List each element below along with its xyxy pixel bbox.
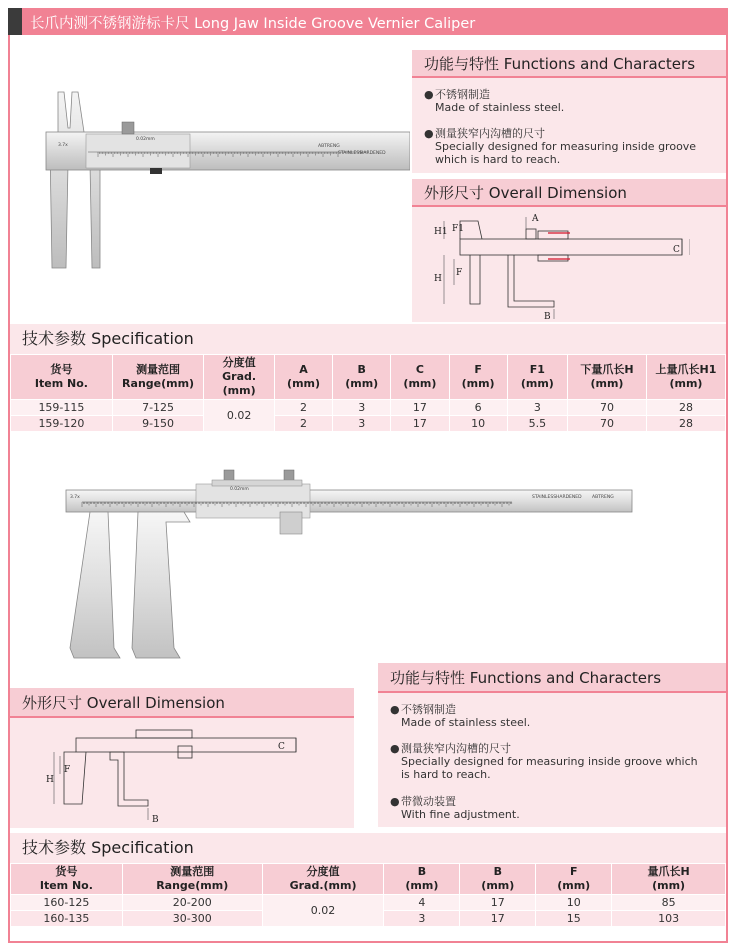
col-cn: 分度值 (306, 865, 340, 878)
dim-label-h: H (434, 274, 442, 284)
col-en: (mm) (405, 879, 439, 892)
title-tab-marker (8, 8, 22, 35)
dim2-label-c: C (278, 742, 285, 752)
col-cn: C (415, 363, 424, 376)
spec-heading-band-2 (10, 833, 726, 863)
col-cn: 测量范围 (136, 363, 181, 376)
col-en: Item No. (39, 879, 93, 892)
caliper-2-hardened: HARDENED (556, 495, 582, 500)
col-en: (mm) (481, 879, 515, 892)
col-cn: B (493, 865, 502, 878)
cell-f1: 5.5 (507, 416, 567, 432)
cell-item: 159-115 (11, 400, 113, 416)
feature-en: Specially designed for measuring inside groove which (401, 755, 698, 768)
feature-2-1 (390, 703, 530, 729)
features-panel-2 (378, 663, 726, 827)
cell-grad: 0.02 (204, 400, 275, 432)
col-cn: 测量范围 (170, 865, 215, 878)
feature-1-2 (424, 127, 696, 166)
col-en: (mm) (557, 879, 591, 892)
cell-f: 10 (449, 416, 507, 432)
col-en: Item No. (34, 377, 88, 390)
feature-2-2 (390, 742, 698, 781)
feature-cn: 带微动装置 (401, 795, 456, 808)
spec-table-2 (10, 863, 726, 927)
table-row (11, 895, 726, 911)
spec-heading-1: 技术参数 Specification (10, 324, 726, 354)
feature-en: With fine adjustment. (401, 808, 520, 821)
col-en: Grad.(mm) (222, 370, 257, 397)
col-cn: B (417, 865, 427, 878)
col-h (612, 864, 726, 895)
bullet-dot: ● (390, 742, 400, 755)
dim-label-b: B (544, 312, 551, 321)
cell-b: 3 (333, 400, 391, 416)
cell-range: 30-300 (122, 911, 262, 927)
col-cn: F1 (529, 363, 545, 376)
spec-heading-band-1 (10, 324, 726, 354)
table-row (11, 416, 726, 432)
col-cn: 货号 (50, 363, 73, 376)
col-en: Range(mm) (122, 377, 195, 390)
col-cn: 货号 (55, 865, 78, 878)
cell-b2: 17 (460, 911, 536, 927)
col-f (449, 355, 507, 400)
col-c (391, 355, 449, 400)
feature-cn: 不锈钢制造 (401, 703, 456, 716)
spec-header-row (11, 864, 726, 895)
caliper-1-mark: ABTRENG (318, 144, 340, 149)
cell-f1: 3 (507, 400, 567, 416)
col-cn: F (569, 865, 578, 878)
feature-2-3 (390, 795, 520, 821)
dim2-label-b: B (152, 815, 159, 825)
col-en: (mm) (287, 377, 321, 390)
col-en: (mm) (461, 377, 495, 390)
dim2-label-h: H (46, 775, 54, 785)
dim-label-a: A (532, 214, 539, 224)
dimension-panel-2 (10, 688, 354, 828)
spec-table-1 (10, 354, 726, 432)
cell-b: 3 (384, 911, 460, 927)
cell-c: 17 (391, 416, 449, 432)
features-heading-1: 功能与特性 Functions and Characters (412, 50, 726, 78)
cell-h1: 28 (646, 416, 725, 432)
col-item (11, 864, 123, 895)
feature-1-1 (424, 88, 564, 114)
dimension-drawing-1 (430, 209, 690, 321)
col-en: (mm) (669, 377, 703, 390)
caliper-image-2 (62, 462, 638, 664)
col-range (112, 355, 203, 400)
spec-header-row (11, 355, 726, 400)
col-en: Grad.(mm) (289, 879, 357, 892)
col-b2 (460, 864, 536, 895)
feature-en: Specially designed for measuring inside groove (435, 140, 697, 153)
cell-f: 15 (536, 911, 612, 927)
dim-label-h1: H1 (434, 227, 448, 237)
col-en: (mm) (403, 377, 437, 390)
col-f1 (507, 355, 567, 400)
feature-cn: 不锈钢制造 (435, 88, 490, 101)
col-cn: B (357, 363, 366, 376)
col-en: (mm) (345, 377, 379, 390)
col-en: (mm) (520, 377, 554, 390)
bullet-dot: ● (424, 127, 434, 140)
cell-f: 6 (449, 400, 507, 416)
dim-label-f: F (456, 268, 463, 278)
dimension-drawing-2 (40, 720, 300, 826)
cell-item: 159-120 (11, 416, 113, 432)
cell-a: 2 (274, 400, 332, 416)
cell-grad: 0.02 (262, 895, 384, 927)
cell-range: 20-200 (122, 895, 262, 911)
caliper-1-brand: 3.7x (58, 143, 68, 148)
caliper-image-1 (38, 88, 410, 272)
title-bar (8, 8, 728, 35)
feature-en: Made of stainless steel. (401, 716, 531, 729)
caliper-1-stainless: STAINLESS (338, 151, 363, 156)
col-en: Range(mm) (156, 879, 229, 892)
caliper-2-scale-label: 0.02mm (230, 487, 249, 492)
feature-cn: 测量狭窄内沟槽的尺寸 (401, 742, 511, 755)
col-item (11, 355, 113, 400)
cell-c: 17 (391, 400, 449, 416)
dim-label-f1: F1 (452, 224, 464, 234)
feature-cn: 测量狭窄内沟槽的尺寸 (435, 127, 545, 140)
cell-b: 3 (333, 416, 391, 432)
feature-en: which is hard to reach. (435, 153, 561, 166)
col-en: (mm) (652, 879, 686, 892)
col-grad (204, 355, 275, 400)
col-b (333, 355, 391, 400)
cell-h: 103 (612, 911, 726, 927)
col-cn: F (474, 363, 482, 376)
bullet-dot: ● (424, 88, 434, 101)
caliper-2-brand: 3.7x (70, 495, 80, 500)
col-f (536, 864, 612, 895)
table-row (11, 400, 726, 416)
col-h (567, 355, 646, 400)
cell-h: 85 (612, 895, 726, 911)
feature-en: is hard to reach. (401, 768, 491, 781)
col-cn: 上量爪长H1 (655, 363, 717, 376)
caliper-1-scale-label: 0.02mm (136, 137, 155, 142)
caliper-2-mark: ABTRENG (592, 495, 614, 500)
dim2-label-f: F (64, 765, 71, 775)
cell-h: 70 (567, 400, 646, 416)
dimension-heading-2: 外形尺寸 Overall Dimension (10, 688, 354, 718)
cell-a: 2 (274, 416, 332, 432)
col-cn: 分度值 (222, 356, 256, 369)
caliper-1-hardened: HARDENED (360, 151, 386, 156)
cell-range: 9-150 (112, 416, 203, 432)
cell-item: 160-135 (11, 911, 123, 927)
caliper-2-stainless: STAINLESS (532, 495, 557, 500)
cell-b: 4 (384, 895, 460, 911)
col-cn: A (299, 363, 308, 376)
cell-h1: 28 (646, 400, 725, 416)
spec-heading-2: 技术参数 Specification (10, 833, 726, 863)
dimension-panel-1 (412, 179, 726, 322)
bullet-dot: ● (390, 703, 400, 716)
cell-item: 160-125 (11, 895, 123, 911)
col-cn: 下量爪长H (580, 363, 634, 376)
col-en: (mm) (590, 377, 624, 390)
features-heading-2: 功能与特性 Functions and Characters (378, 663, 726, 693)
col-a (274, 355, 332, 400)
bullet-dot: ● (390, 795, 400, 808)
cell-b2: 17 (460, 895, 536, 911)
col-b (384, 864, 460, 895)
cell-f: 10 (536, 895, 612, 911)
page-title: 长爪内测不锈钢游标卡尺 Long Jaw Inside Groove Vernier Caliper (30, 16, 476, 32)
col-grad (262, 864, 384, 895)
feature-en: Made of stainless steel. (435, 101, 565, 114)
col-cn: 量爪长H (647, 865, 690, 878)
col-range (122, 864, 262, 895)
features-panel-1 (412, 50, 726, 173)
cell-range: 7-125 (112, 400, 203, 416)
dimension-heading-1: 外形尺寸 Overall Dimension (412, 179, 726, 207)
dim-label-c: C (673, 245, 680, 255)
cell-h: 70 (567, 416, 646, 432)
col-h1 (646, 355, 725, 400)
